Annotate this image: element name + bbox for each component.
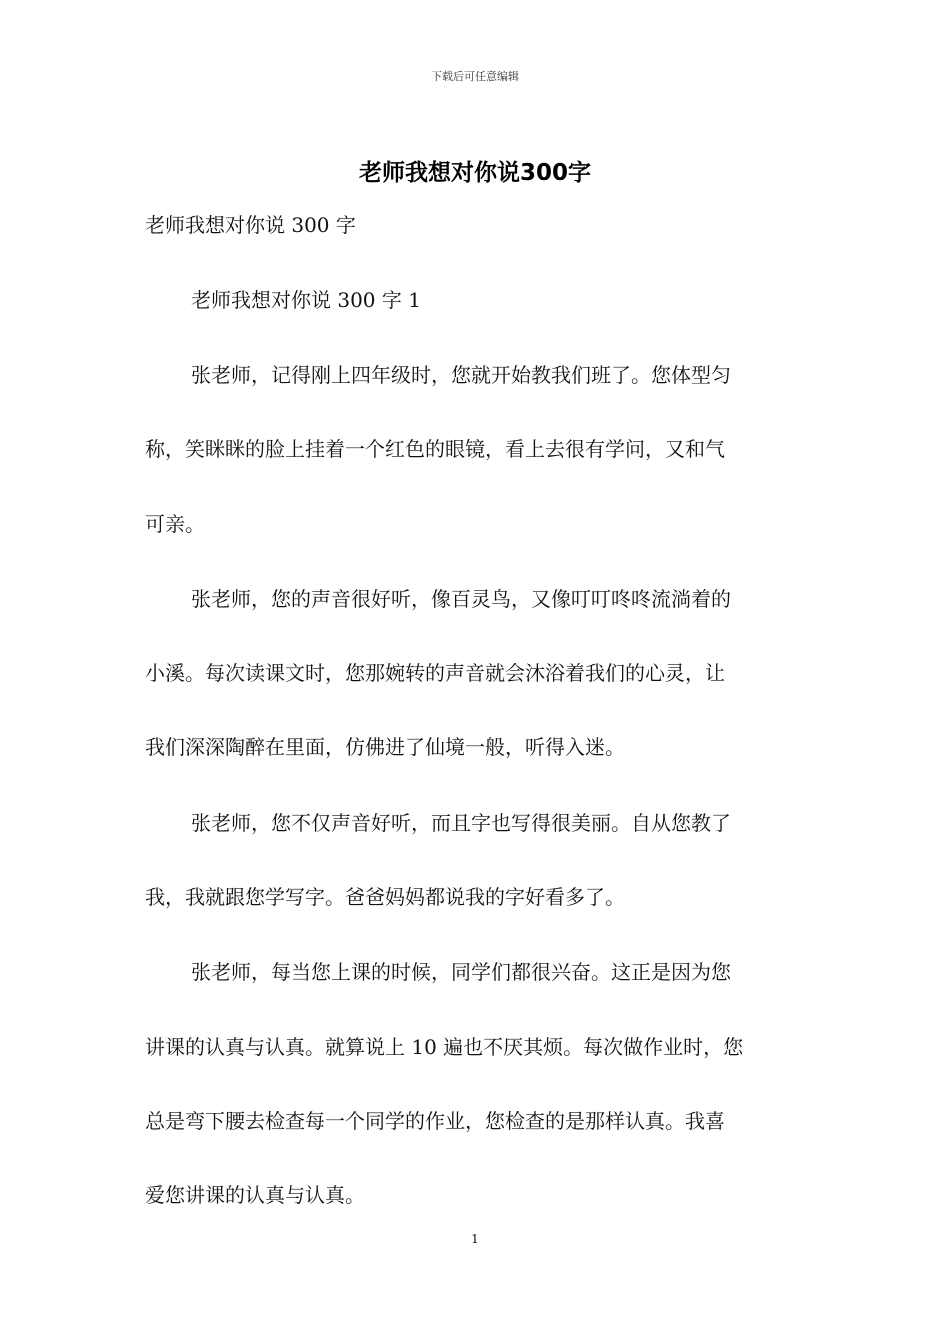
paragraph-2-line-1: 张老师，您的声音很好听，像百灵鸟，又像叮叮咚咚流淌着的 (191, 587, 731, 611)
paragraph-4-line-1: 张老师，每当您上课的时候，同学们都很兴奋。这正是因为您 (191, 960, 731, 984)
paragraph-1-line-1: 张老师，记得刚上四年级时，您就开始教我们班了。您体型匀 (191, 363, 731, 387)
subtitle-line: 老师我想对你说 300 字 (145, 213, 356, 237)
paragraph-3-line-2: 我，我就跟您学写字。爸爸妈妈都说我的字好看多了。 (145, 885, 625, 909)
paragraph-1-line-3: 可亲。 (145, 512, 205, 536)
header-note: 下载后可任意编辑 (431, 70, 519, 83)
paragraph-4-line-2: 讲课的认真与认真。就算说上 10 遍也不厌其烦。每次做作业时，您 (145, 1035, 744, 1059)
paragraph-2-line-3: 我们深深陶醉在里面，仿佛进了仙境一般，听得入迷。 (145, 735, 625, 759)
page-number: 1 (471, 1232, 479, 1246)
paragraph-2-line-2: 小溪。每次读课文时，您那婉转的声音就会沐浴着我们的心灵，让 (145, 661, 725, 685)
paragraph-3-line-1: 张老师，您不仅声音好听，而且字也写得很美丽。自从您教了 (191, 811, 731, 835)
document-title: 老师我想对你说300字 (358, 160, 591, 186)
paragraph-4-line-4: 爱您讲课的认真与认真。 (145, 1183, 365, 1207)
paragraph-4-line-3: 总是弯下腰去检查每一个同学的作业，您检查的是那样认真。我喜 (145, 1109, 725, 1133)
paragraph-1-line-2: 称，笑眯眯的脸上挂着一个红色的眼镜，看上去很有学问，又和气 (145, 437, 725, 461)
section-heading: 老师我想对你说 300 字 1 (191, 288, 421, 312)
